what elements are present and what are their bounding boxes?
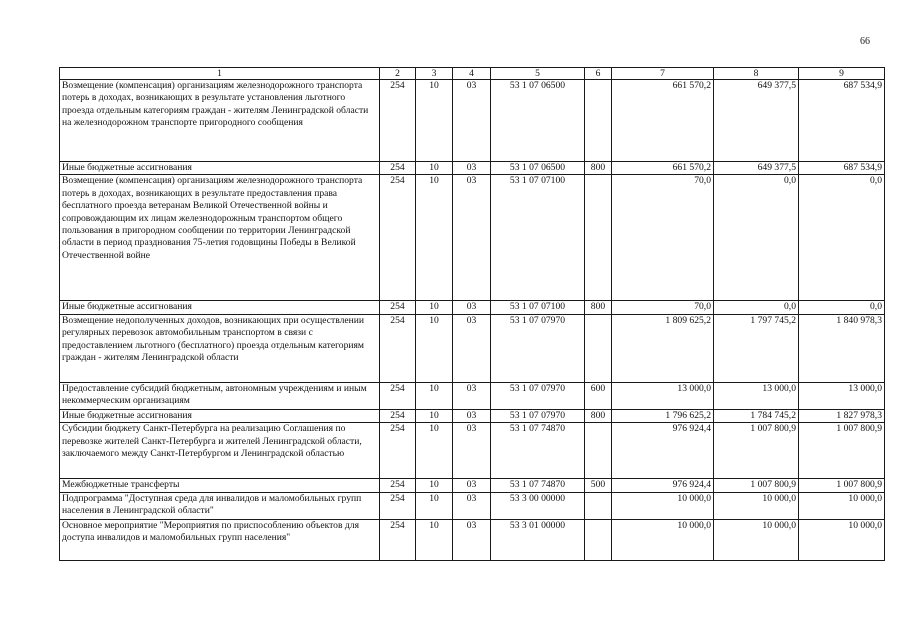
row-cell-6 — [585, 519, 612, 560]
row-name-cell: Подпрограмма "Доступная среда для инвалидов и маломобильных групп населения в Ленинградской области" — [60, 492, 380, 519]
row-cell-9: 1 007 800,9 — [799, 479, 885, 492]
row-cell-9: 1 840 978,3 — [799, 314, 885, 382]
row-name-cell: Субсидии бюджету Санкт-Петербурга на реализацию Соглашения по перевозке жителей Санкт-Петербурга и жителей Ленинградской области, заключаемого между Санкт-Петербургом и Ленинградской областью — [60, 423, 380, 479]
row-cell-8: 10 000,0 — [714, 519, 799, 560]
row-cell-4: 03 — [453, 162, 491, 175]
header-cell: 9 — [799, 68, 885, 80]
row-cell-8: 0,0 — [714, 175, 799, 301]
row-cell-4: 03 — [453, 409, 491, 422]
row-cell-7: 10 000,0 — [612, 492, 714, 519]
row-cell-3: 10 — [416, 301, 453, 314]
row-name-cell: Основное мероприятие "Мероприятия по приспособлению объектов для доступа инвалидов и маломобильных групп населения" — [60, 519, 380, 560]
table-row — [60, 301, 885, 314]
row-cell-8: 10 000,0 — [714, 492, 799, 519]
row-cell-9: 1 007 800,9 — [799, 423, 885, 479]
row-cell-9: 687 534,9 — [799, 80, 885, 162]
row-cell-6 — [585, 175, 612, 301]
row-cell-5: 53 1 07 07970 — [491, 382, 585, 409]
row-cell-9: 10 000,0 — [799, 492, 885, 519]
row-cell-8: 1 007 800,9 — [714, 423, 799, 479]
row-cell-5: 53 1 07 07970 — [491, 409, 585, 422]
row-cell-5: 53 1 07 07100 — [491, 175, 585, 301]
row-cell-8: 649 377,5 — [714, 162, 799, 175]
row-cell-6 — [585, 423, 612, 479]
table-row — [60, 382, 885, 409]
page-number: 66 — [860, 36, 870, 47]
header-cell: 5 — [491, 68, 585, 80]
row-cell-3: 10 — [416, 479, 453, 492]
row-cell-4: 03 — [453, 314, 491, 382]
row-cell-6: 800 — [585, 162, 612, 175]
row-cell-7: 13 000,0 — [612, 382, 714, 409]
row-name-cell: Возмещение (компенсация) организациям железнодорожного транспорта потерь в доходах, возникающих в результате установления льготного проезда отдельным категориям граждан - жителям Ленинградской области на железнодорожном транспорте пригородного сообщения — [60, 80, 380, 162]
row-cell-6: 500 — [585, 479, 612, 492]
row-name-cell: Возмещение (компенсация) организациям железнодорожного транспорта потерь в доходах, возникающих в результате предоставления права бесплатного проезда ветеранам Великой Отечественной войны и сопровождающим их лицам железнодорожным транспортом общего пользования в пригородном сообщении по территории Ленинградской области в период празднования 75-летия годовщины Победы в Великой Отечественной войне — [60, 175, 380, 301]
header-cell: 3 — [416, 68, 453, 80]
row-cell-6: 800 — [585, 409, 612, 422]
row-cell-5: 53 3 00 00000 — [491, 492, 585, 519]
row-cell-6: 800 — [585, 301, 612, 314]
row-cell-3: 10 — [416, 519, 453, 560]
row-cell-3: 10 — [416, 175, 453, 301]
row-cell-8: 1 797 745,2 — [714, 314, 799, 382]
row-cell-7: 1 796 625,2 — [612, 409, 714, 422]
row-cell-4: 03 — [453, 492, 491, 519]
row-name-cell: Иные бюджетные ассигнования — [60, 301, 380, 314]
row-cell-4: 03 — [453, 479, 491, 492]
row-cell-6 — [585, 80, 612, 162]
row-cell-5: 53 3 01 00000 — [491, 519, 585, 560]
header-cell: 8 — [714, 68, 799, 80]
row-cell-7: 661 570,2 — [612, 80, 714, 162]
row-cell-9: 1 827 978,3 — [799, 409, 885, 422]
header-cell: 4 — [453, 68, 491, 80]
row-cell-4: 03 — [453, 80, 491, 162]
row-cell-5: 53 1 07 07970 — [491, 314, 585, 382]
row-cell-8: 1 784 745,2 — [714, 409, 799, 422]
row-cell-4: 03 — [453, 175, 491, 301]
row-name-cell: Иные бюджетные ассигнования — [60, 162, 380, 175]
row-cell-2: 254 — [380, 314, 416, 382]
row-cell-2: 254 — [380, 175, 416, 301]
table-row — [60, 519, 885, 560]
row-cell-9: 13 000,0 — [799, 382, 885, 409]
row-cell-7: 1 809 625,2 — [612, 314, 714, 382]
row-cell-6 — [585, 314, 612, 382]
row-cell-8: 649 377,5 — [714, 80, 799, 162]
row-cell-2: 254 — [380, 479, 416, 492]
row-cell-7: 976 924,4 — [612, 423, 714, 479]
row-cell-8: 0,0 — [714, 301, 799, 314]
row-cell-5: 53 1 07 06500 — [491, 162, 585, 175]
row-cell-2: 254 — [380, 409, 416, 422]
row-cell-2: 254 — [380, 492, 416, 519]
row-cell-8: 1 007 800,9 — [714, 479, 799, 492]
row-cell-3: 10 — [416, 314, 453, 382]
header-cell: 1 — [60, 68, 380, 80]
row-cell-8: 13 000,0 — [714, 382, 799, 409]
row-cell-2: 254 — [380, 162, 416, 175]
row-cell-7: 661 570,2 — [612, 162, 714, 175]
table-row — [60, 175, 885, 301]
row-cell-4: 03 — [453, 382, 491, 409]
header-row — [60, 68, 885, 80]
row-cell-2: 254 — [380, 423, 416, 479]
row-cell-9: 687 534,9 — [799, 162, 885, 175]
table-row — [60, 162, 885, 175]
row-cell-4: 03 — [453, 519, 491, 560]
row-cell-2: 254 — [380, 80, 416, 162]
row-cell-3: 10 — [416, 382, 453, 409]
table-row — [60, 492, 885, 519]
table-row — [60, 409, 885, 422]
row-cell-2: 254 — [380, 519, 416, 560]
header-cell: 6 — [585, 68, 612, 80]
table-row — [60, 80, 885, 162]
row-cell-7: 70,0 — [612, 175, 714, 301]
row-name-cell: Предоставление субсидий бюджетным, автономным учреждениям и иным некоммерческим организациям — [60, 382, 380, 409]
header-cell: 2 — [380, 68, 416, 80]
row-name-cell: Иные бюджетные ассигнования — [60, 409, 380, 422]
row-cell-2: 254 — [380, 301, 416, 314]
row-cell-5: 53 1 07 74870 — [491, 479, 585, 492]
row-cell-6 — [585, 492, 612, 519]
row-cell-7: 976 924,4 — [612, 479, 714, 492]
row-cell-4: 03 — [453, 423, 491, 479]
row-cell-9: 0,0 — [799, 301, 885, 314]
row-cell-7: 10 000,0 — [612, 519, 714, 560]
header-cell: 7 — [612, 68, 714, 80]
row-cell-3: 10 — [416, 423, 453, 479]
row-cell-3: 10 — [416, 162, 453, 175]
row-cell-5: 53 1 07 06500 — [491, 80, 585, 162]
table-row — [60, 479, 885, 492]
row-name-cell: Межбюджетные трансферты — [60, 479, 380, 492]
row-cell-5: 53 1 07 07100 — [491, 301, 585, 314]
row-cell-7: 70,0 — [612, 301, 714, 314]
row-cell-6: 600 — [585, 382, 612, 409]
table-row — [60, 423, 885, 479]
row-name-cell: Возмещение недополученных доходов, возникающих при осуществлении регулярных перевозок автомобильным транспортом в связи с предоставлением льготного (бесплатного) проезда отдельным категориям граждан - жителям Ленинградской области — [60, 314, 380, 382]
budget-table — [59, 67, 885, 561]
row-cell-3: 10 — [416, 492, 453, 519]
row-cell-9: 10 000,0 — [799, 519, 885, 560]
row-cell-2: 254 — [380, 382, 416, 409]
row-cell-3: 10 — [416, 409, 453, 422]
table-row — [60, 314, 885, 382]
row-cell-9: 0,0 — [799, 175, 885, 301]
row-cell-4: 03 — [453, 301, 491, 314]
row-cell-5: 53 1 07 74870 — [491, 423, 585, 479]
row-cell-3: 10 — [416, 80, 453, 162]
